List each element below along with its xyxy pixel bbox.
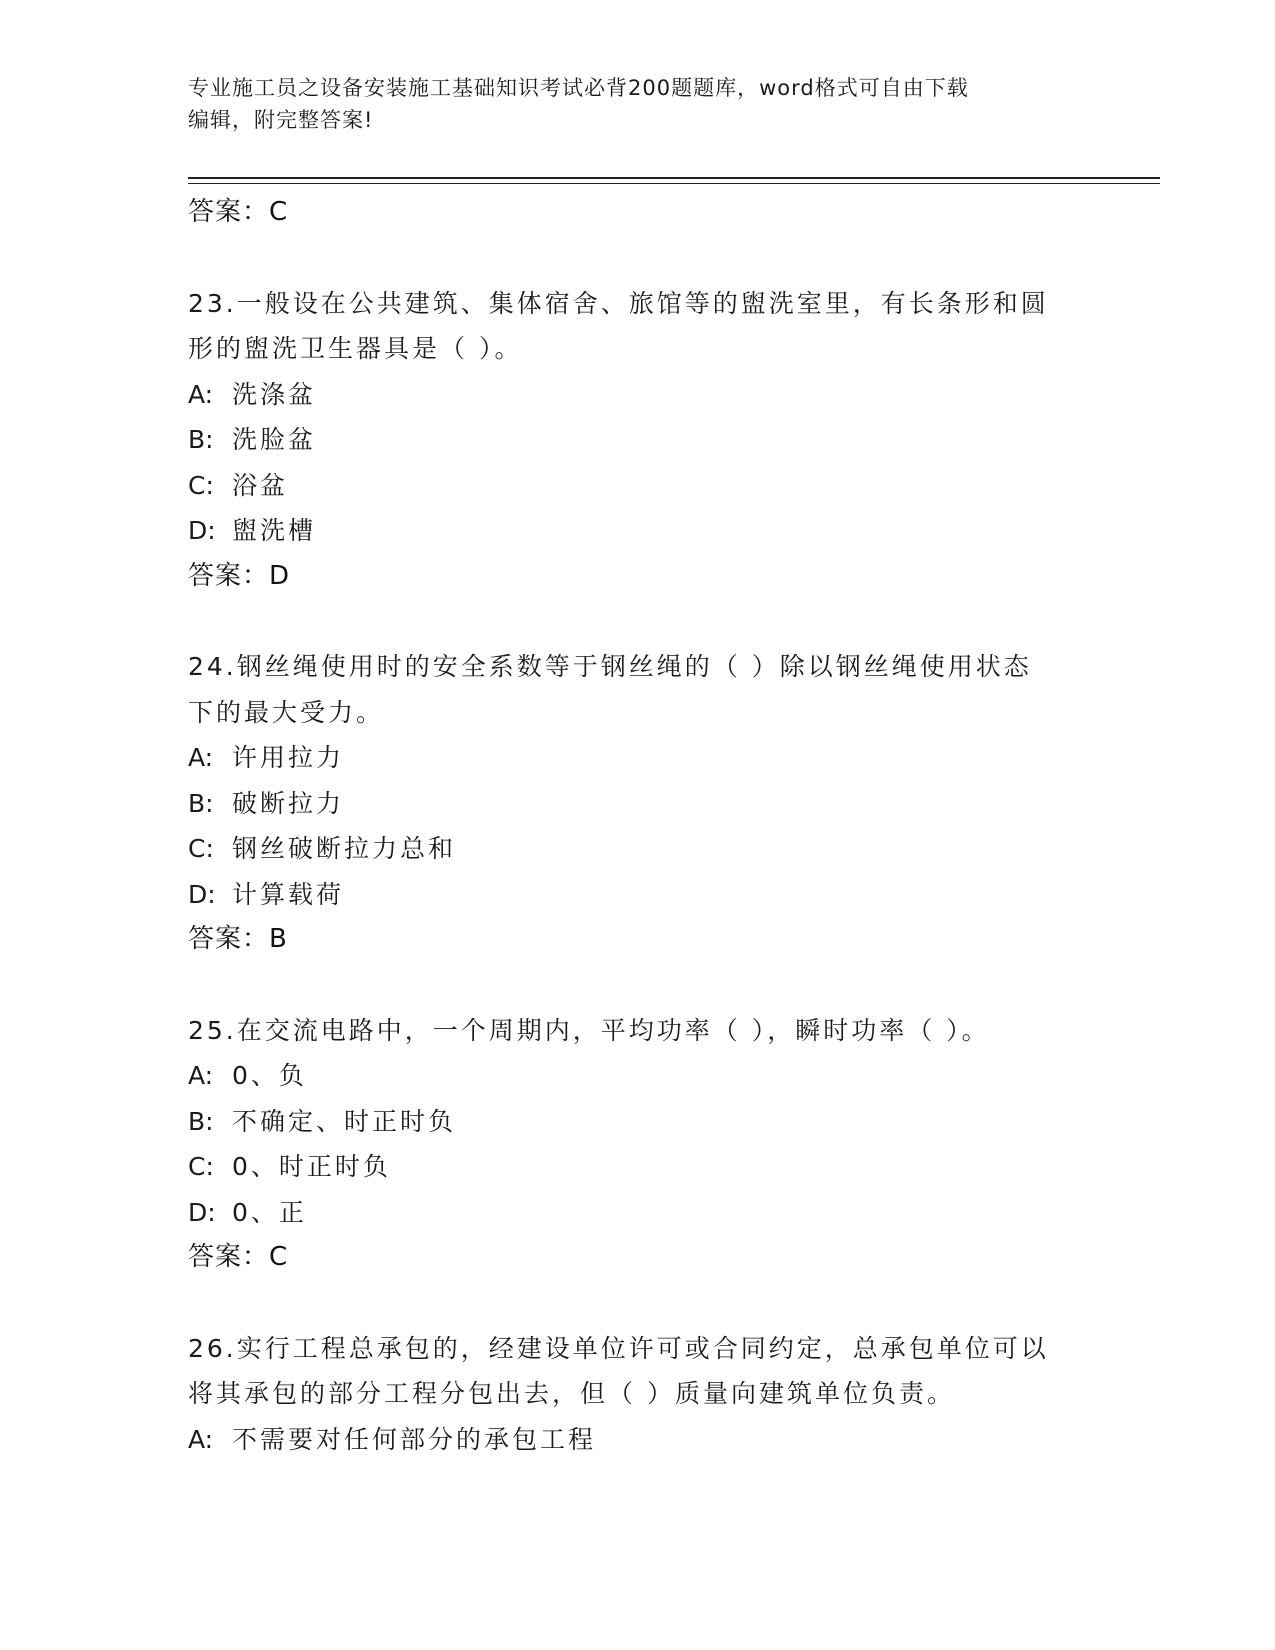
option-c xyxy=(188,463,1088,509)
option-b xyxy=(188,417,1088,463)
option-text: 计算载荷 xyxy=(232,879,345,909)
header-line-2: 编辑，附完整答案! xyxy=(188,108,374,132)
option-text: 盥洗槽 xyxy=(232,516,317,545)
option-d xyxy=(188,508,1088,554)
option-text: 浴盆 xyxy=(232,470,289,500)
document-header xyxy=(188,72,1088,136)
option-key: A: xyxy=(188,743,214,772)
option-key: A: xyxy=(188,379,214,409)
question-stem: 23.一般设在公共建筑、集体宿舍、旅馆等的盥洗室里，有长条形和圆 xyxy=(188,288,1049,318)
option-text: 洗脸盆 xyxy=(232,425,317,454)
option-text: 洗涤盆 xyxy=(232,379,317,409)
option-a xyxy=(188,1417,1088,1463)
option-a xyxy=(188,372,1088,418)
option-text: 0、负 xyxy=(232,1061,307,1090)
previous-answer: 答案：C xyxy=(188,197,289,227)
option-key: C: xyxy=(188,834,214,863)
option-key: B: xyxy=(188,425,214,454)
option-text: 不确定、时正时负 xyxy=(232,1106,457,1136)
option-key: B: xyxy=(188,788,214,818)
spacer xyxy=(188,963,1088,1008)
option-c xyxy=(188,1144,1088,1190)
option-key: B: xyxy=(188,1106,214,1136)
option-a xyxy=(188,1053,1088,1099)
answer: 答案：D xyxy=(188,560,291,591)
question-stem: 26.实行工程总承包的，经建设单位许可或合同约定，总承包单位可以 xyxy=(188,1333,1049,1363)
question-stem: 将其承包的部分工程分包出去，但（ ）质量向建筑单位负责。 xyxy=(188,1379,955,1408)
option-key: D: xyxy=(188,516,216,545)
spacer xyxy=(188,1281,1088,1326)
option-c xyxy=(188,826,1088,872)
question-stem: 下的最大受力。 xyxy=(188,697,385,727)
option-key: D: xyxy=(188,879,216,909)
option-text: 许用拉力 xyxy=(232,743,345,772)
option-key: C: xyxy=(188,1152,214,1181)
option-key: A: xyxy=(188,1424,214,1454)
option-text: 钢丝破断拉力总和 xyxy=(232,834,457,863)
question-stem: 形的盥洗卫生器具是（ ）。 xyxy=(188,334,523,363)
option-text: 0、时正时负 xyxy=(232,1152,391,1181)
header-rule-thick xyxy=(188,177,1160,179)
option-b xyxy=(188,1099,1088,1145)
option-key: A: xyxy=(188,1061,214,1090)
question-stem: 25.在交流电路中，一个周期内，平均功率（ ），瞬时功率（ ）。 xyxy=(188,1015,990,1045)
option-text: 破断拉力 xyxy=(232,788,345,818)
answer: 答案：C xyxy=(188,1242,289,1272)
question-26 xyxy=(188,1326,1088,1463)
option-key: D: xyxy=(188,1197,216,1227)
header-rule-thin xyxy=(188,183,1160,184)
answer: 答案：B xyxy=(188,924,288,954)
question-23 xyxy=(188,281,1088,600)
question-25 xyxy=(188,1008,1088,1281)
option-b xyxy=(188,781,1088,827)
spacer xyxy=(188,236,1088,281)
header-line-1: 专业施工员之设备安装施工基础知识考试必背200题题库，word格式可自由下载 xyxy=(188,76,969,100)
option-key: C: xyxy=(188,470,214,500)
option-text: 0、正 xyxy=(232,1197,307,1227)
option-d xyxy=(188,872,1088,918)
question-stem: 24.钢丝绳使用时的安全系数等于钢丝绳的（ ）除以钢丝绳使用状态 xyxy=(188,652,1032,681)
option-text: 不需要对任何部分的承包工程 xyxy=(232,1424,597,1454)
spacer xyxy=(188,599,1088,644)
option-a xyxy=(188,735,1088,781)
question-24 xyxy=(188,644,1088,963)
question-content xyxy=(188,190,1088,1462)
option-d xyxy=(188,1190,1088,1236)
